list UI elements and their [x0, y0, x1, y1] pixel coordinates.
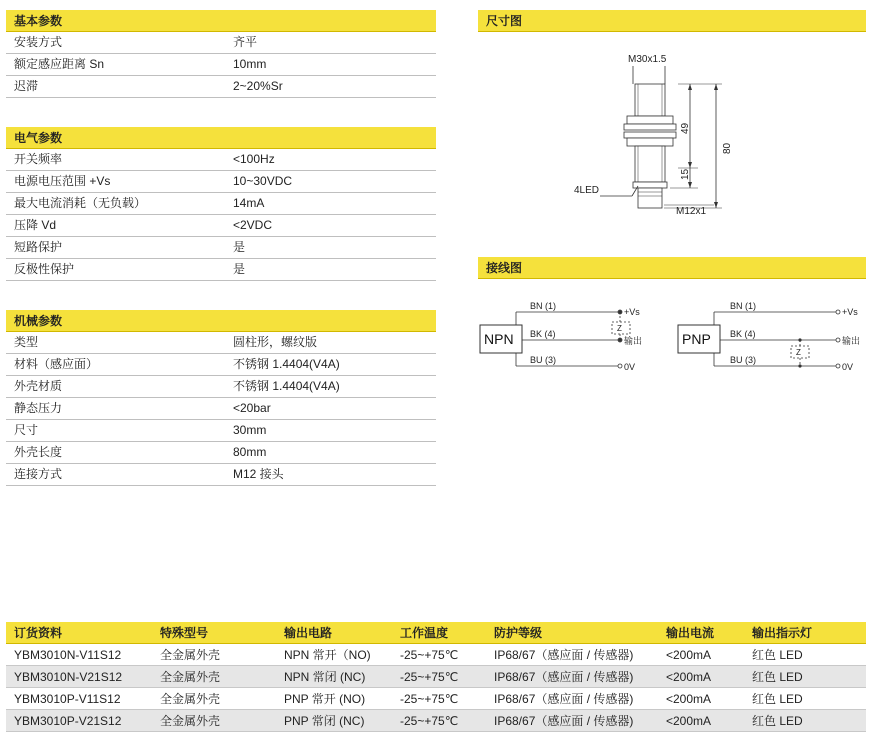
- table-row: [6, 171, 436, 193]
- cell-output-circuit: PNP 常闭 (NC): [284, 714, 365, 728]
- npn-label: NPN: [484, 331, 514, 347]
- table-row: [6, 32, 436, 54]
- cell-output-circuit: NPN 常开（NO): [284, 648, 371, 662]
- param-value: 10~30VDC: [233, 174, 293, 188]
- order-table: [6, 622, 866, 732]
- cell-current: <200mA: [666, 670, 712, 684]
- param-key: 反极性保护: [14, 262, 75, 276]
- param-key: 压降 Vd: [14, 218, 57, 232]
- terminal: [836, 310, 840, 314]
- pnp-bn-label: BN (1): [730, 301, 757, 311]
- cell-temperature: -25~+75℃: [400, 670, 459, 684]
- table-row: [6, 376, 436, 398]
- cell-temperature: -25~+75℃: [400, 714, 459, 728]
- table-row: [6, 332, 436, 354]
- cell-protection: IP68/67（感应面 / 传感器): [494, 714, 634, 728]
- junction-dot: [798, 364, 801, 367]
- cell-special: 全金属外壳: [160, 692, 221, 706]
- cell-temperature: -25~+75℃: [400, 692, 459, 706]
- cell-current: <200mA: [666, 714, 712, 728]
- wiring-diagram: [478, 290, 870, 380]
- param-value: 30mm: [233, 423, 267, 437]
- order-table-header: [6, 622, 866, 644]
- param-value: 14mA: [233, 196, 265, 210]
- arrow-head: [714, 84, 718, 90]
- col-header: 工作温度: [400, 626, 449, 640]
- washer-upper: [624, 124, 676, 130]
- table-row: [6, 666, 866, 688]
- cell-protection: IP68/67（感应面 / 传感器): [494, 692, 634, 706]
- basic-params-title: 基本参数: [6, 10, 436, 32]
- param-key: 尺寸: [14, 423, 39, 437]
- junction-dot: [618, 338, 621, 341]
- param-key: 开关频率: [14, 152, 63, 166]
- col-header: 特殊型号: [160, 626, 209, 640]
- mechanical-params-table: [6, 310, 436, 486]
- param-key: 连接方式: [14, 467, 63, 481]
- terminal: [618, 364, 622, 368]
- table-row: [6, 644, 866, 666]
- terminal: [836, 364, 840, 368]
- basic-params-table: [6, 10, 436, 98]
- param-key: 额定感应距离 Sn: [14, 57, 105, 71]
- terminal: [836, 338, 840, 342]
- param-key: 短路保护: [14, 240, 63, 254]
- dimension-drawing: [478, 40, 768, 225]
- led-ring: [633, 182, 667, 188]
- length-49-label: 49: [680, 122, 691, 134]
- table-row: [6, 398, 436, 420]
- cell-indicator: 红色 LED: [752, 714, 803, 728]
- nut-upper: [627, 116, 673, 124]
- table-row: [6, 464, 436, 486]
- param-value: 是: [233, 262, 246, 276]
- npn-vs-label: +Vs: [624, 307, 640, 317]
- table-row: [6, 237, 436, 259]
- sensor-lower-body: [635, 146, 665, 182]
- pnp-load-label: Z: [796, 348, 801, 357]
- param-value: 圆柱形，螺纹版: [233, 335, 318, 349]
- mechanical-params-title: 机械参数: [6, 310, 436, 332]
- arrow-head: [688, 84, 692, 90]
- washer-lower: [624, 132, 676, 138]
- npn-load-label: Z: [617, 324, 622, 333]
- length-15-label: 15: [680, 168, 691, 180]
- param-value: 是: [233, 240, 246, 254]
- cell-special: 全金属外壳: [160, 714, 221, 728]
- table-row: [6, 215, 436, 237]
- param-key: 类型: [14, 335, 39, 349]
- param-key: 外壳长度: [14, 445, 63, 459]
- col-header: 防护等级: [494, 626, 543, 640]
- led-label: 4LED: [574, 185, 600, 196]
- param-value: 2~20%Sr: [233, 79, 283, 93]
- col-header: 输出电路: [284, 626, 333, 640]
- table-row: [6, 688, 866, 710]
- npn-bk-label: BK (4): [530, 329, 556, 339]
- table-row: [6, 420, 436, 442]
- cell-current: <200mA: [666, 648, 712, 662]
- param-value: 齐平: [233, 35, 258, 49]
- npn-out-label: 输出: [624, 336, 643, 346]
- table-row: [6, 54, 436, 76]
- cell-current: <200mA: [666, 692, 712, 706]
- param-key: 安装方式: [14, 35, 63, 49]
- npn-0v-label: 0V: [624, 362, 636, 372]
- junction-dot: [618, 310, 621, 313]
- table-row: [6, 259, 436, 281]
- col-header: 订货资料: [14, 626, 63, 640]
- arrow-head: [688, 162, 692, 168]
- electrical-params-table: [6, 127, 436, 281]
- cell-indicator: 红色 LED: [752, 692, 803, 706]
- pnp-out-label: 输出: [842, 336, 861, 346]
- npn-bu-label: BU (3): [530, 355, 557, 365]
- param-value: 不锈钢 1.4404(V4A): [233, 379, 340, 393]
- param-key: 材料（感应面）: [14, 357, 99, 371]
- nut-lower: [627, 138, 673, 146]
- arrow-head: [714, 202, 718, 208]
- arrow-head: [688, 182, 692, 188]
- cell-output-circuit: NPN 常闭 (NC): [284, 670, 366, 684]
- table-row: [6, 442, 436, 464]
- table-row: [6, 149, 436, 171]
- cell-model: YBM3010N-V21S12: [14, 670, 123, 684]
- connector-label: M12x1: [676, 206, 707, 217]
- pnp-bk-label: BK (4): [730, 329, 756, 339]
- param-key: 电源电压范围 +Vs: [14, 174, 111, 188]
- col-header: 输出指示灯: [752, 626, 813, 640]
- cell-temperature: -25~+75℃: [400, 648, 459, 662]
- col-header: 输出电流: [666, 626, 715, 640]
- pnp-bu-label: BU (3): [730, 355, 757, 365]
- sensor-upper-body: [635, 84, 665, 116]
- param-value: 80mm: [233, 445, 267, 459]
- param-key: 静态压力: [14, 401, 63, 415]
- junction-dot: [798, 338, 801, 341]
- pnp-0v-label: 0V: [842, 362, 854, 372]
- param-value: 10mm: [233, 57, 267, 71]
- param-value: <100Hz: [233, 152, 275, 166]
- param-key: 最大电流消耗（无负载）: [14, 196, 147, 210]
- electrical-params-title: 电气参数: [6, 127, 436, 149]
- param-value: M12 接头: [233, 467, 284, 481]
- cell-model: YBM3010P-V21S12: [14, 714, 122, 728]
- table-row: [6, 710, 866, 732]
- cell-model: YBM3010P-V11S12: [14, 692, 121, 706]
- thread-label: M30x1.5: [628, 54, 667, 65]
- param-value: <20bar: [233, 401, 271, 415]
- cell-protection: IP68/67（感应面 / 传感器): [494, 670, 634, 684]
- pnp-vs-label: +Vs: [842, 307, 858, 317]
- wiring-title: 接线图: [478, 257, 866, 279]
- cell-output-circuit: PNP 常开 (NO): [284, 692, 366, 706]
- param-key: 外壳材质: [14, 379, 63, 393]
- cell-model: YBM3010N-V11S12: [14, 648, 122, 662]
- dimension-title: 尺寸图: [478, 10, 866, 32]
- table-row: [6, 354, 436, 376]
- cell-indicator: 红色 LED: [752, 648, 803, 662]
- pnp-label: PNP: [682, 331, 711, 347]
- table-row: [6, 76, 436, 98]
- cell-special: 全金属外壳: [160, 648, 221, 662]
- param-value: 不锈钢 1.4404(V4A): [233, 357, 340, 371]
- param-key: 迟滞: [14, 79, 39, 93]
- table-row: [6, 193, 436, 215]
- m12-connector: [638, 188, 662, 208]
- cell-special: 全金属外壳: [160, 670, 221, 684]
- param-value: <2VDC: [233, 218, 273, 232]
- cell-protection: IP68/67（感应面 / 传感器): [494, 648, 634, 662]
- cell-indicator: 红色 LED: [752, 670, 803, 684]
- length-80-label: 80: [722, 142, 733, 154]
- npn-bn-label: BN (1): [530, 301, 557, 311]
